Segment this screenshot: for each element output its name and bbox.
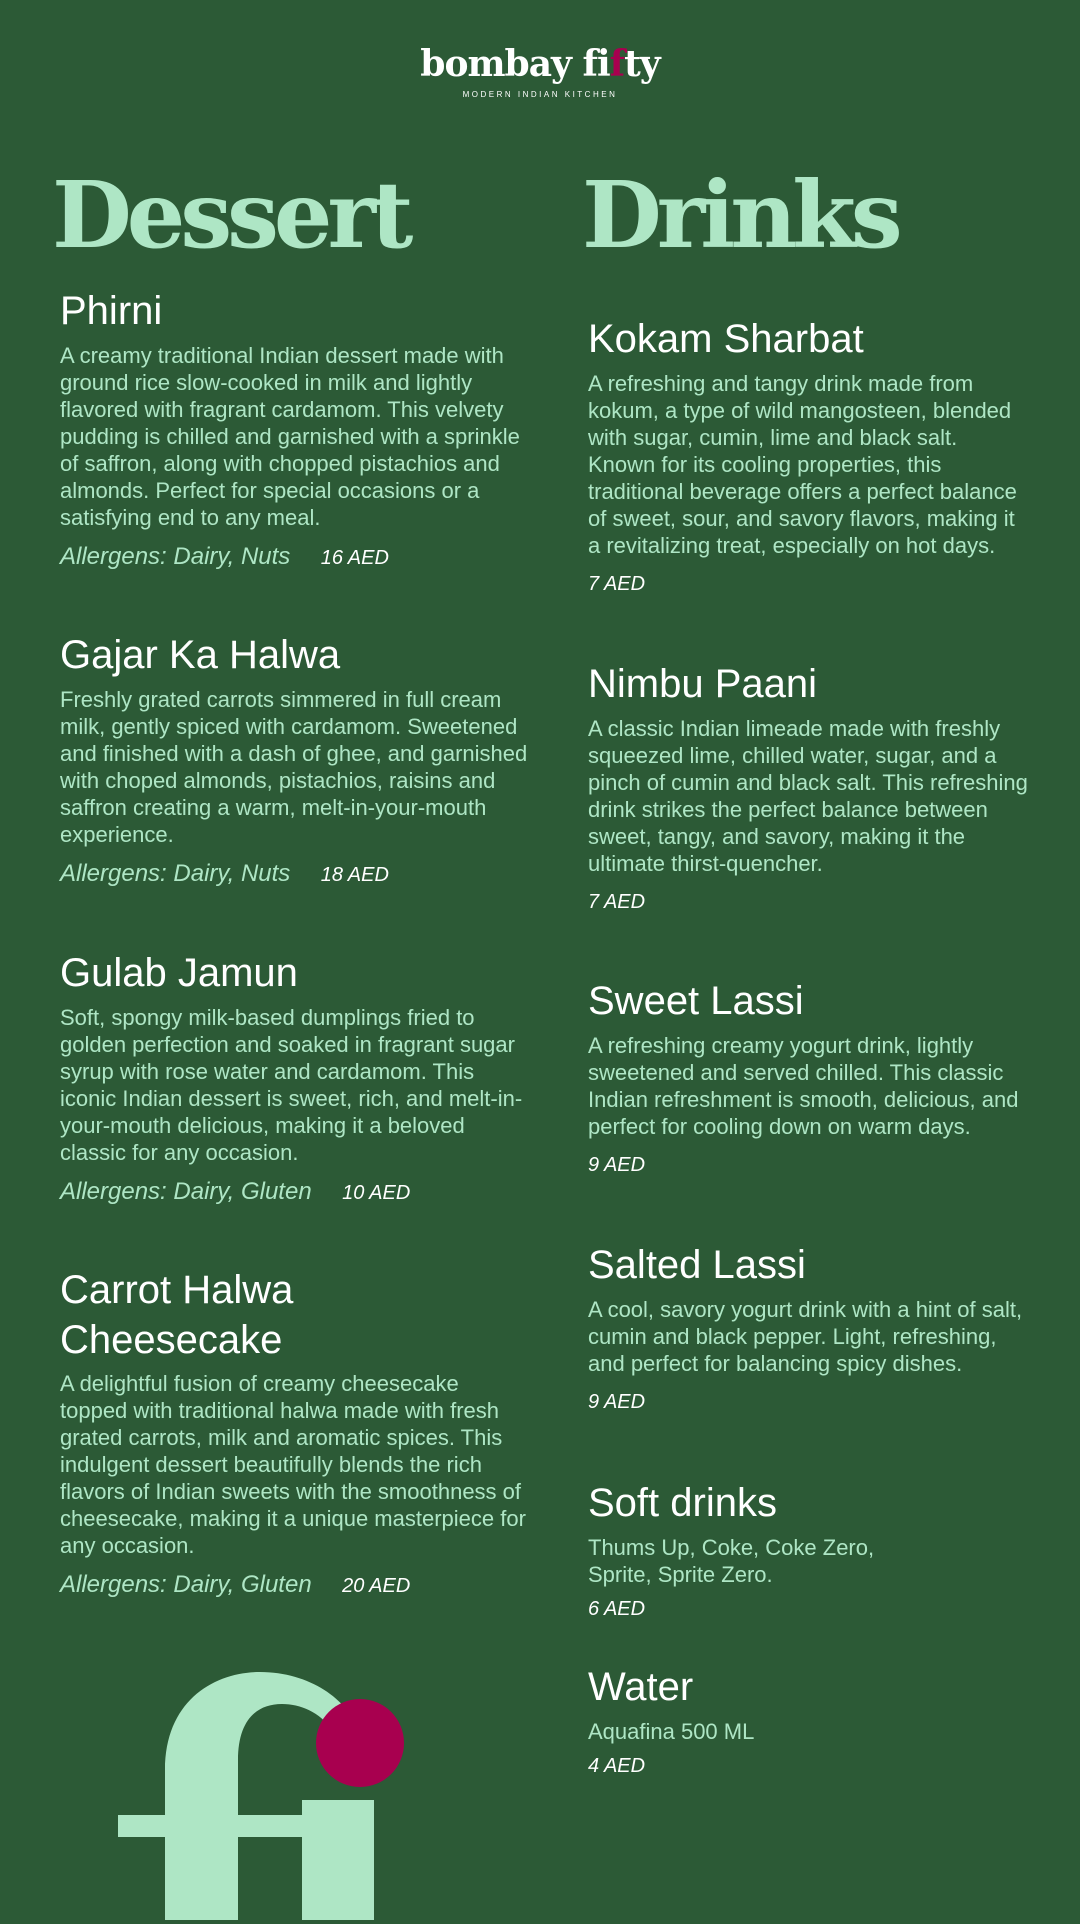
item-price: 7 AED <box>588 573 646 595</box>
menu-item-gulab-jamun <box>60 948 530 1206</box>
drinks-heading: Drinks <box>582 161 898 269</box>
item-name: Gulab Jamun <box>60 951 298 995</box>
dessert-heading: Dessert <box>52 161 409 269</box>
item-name: Nimbu Paani <box>588 662 818 706</box>
item-price: 10 AED <box>342 1182 411 1204</box>
item-meta <box>60 1571 530 1599</box>
brand-name-accent: f <box>609 43 625 85</box>
menu-item-sweet-lassi <box>588 976 1028 1177</box>
brand-logo <box>0 42 1080 99</box>
item-price: 6 AED <box>588 1598 646 1620</box>
item-description: A classic Indian limeade made with freshly squeezed lime, chilled water, sugar, and a pinch of cumin and black salt. This refreshing drink strikes the perfect balance between sweet, tangy, and savory, making it the ultimate thirst-quencher. <box>588 716 1028 876</box>
item-description: A refreshing and tangy drink made from kokum, a type of wild mangosteen, blended with sugar, cumin, lime and black salt. Known for its cooling properties, this traditional beverage offers a perfect balance of sweet, sour, and savory flavors, making it a revitalizing treat, especially on hot days. <box>588 371 1017 558</box>
item-name: Phirni <box>60 289 163 333</box>
item-description: Aquafina 500 ML <box>588 1719 755 1744</box>
menu-item-phirni <box>60 286 530 571</box>
item-allergens: Allergens: Dairy, Nuts <box>60 860 291 887</box>
item-price: 16 AED <box>320 547 389 569</box>
menu-item-gajar-ka-halwa <box>60 630 530 888</box>
item-price: 4 AED <box>588 1755 646 1777</box>
item-name: Sweet Lassi <box>588 979 804 1023</box>
menu-item-water <box>588 1662 1028 1778</box>
menu-item-nimbu-paani <box>588 659 1028 914</box>
item-price: 9 AED <box>588 1391 646 1413</box>
menu-item-carrot-halwa-cheesecake-details <box>60 1370 530 1599</box>
item-name: Gajar Ka Halwa <box>60 633 341 677</box>
item-price: 7 AED <box>588 891 646 913</box>
item-meta <box>60 860 530 888</box>
item-description: A cool, savory yogurt drink with a hint of salt, cumin and black pepper. Light, refreshing, and perfect for balancing spicy dishes. <box>588 1297 1023 1376</box>
item-price: 20 AED <box>342 1575 411 1597</box>
item-name: Kokam Sharbat <box>588 317 864 361</box>
menu-item-soft-drinks <box>588 1478 918 1621</box>
menu-item-kokam-sharbat <box>588 314 1028 596</box>
brand-tagline: MODERN INDIAN KITCHEN <box>462 90 618 99</box>
item-description: A delightful fusion of creamy cheesecake topped with traditional halwa made with fresh grated carrots, milk and aromatic spices. This indulgent dessert beautifully blends the rich flavors of Indian sweets with the smoothness of cheesecake, making it a unique masterpiece for any occasion. <box>60 1371 526 1558</box>
menu-item-salted-lassi <box>588 1240 1028 1414</box>
item-name: Salted Lassi <box>588 1243 806 1287</box>
item-description: A refreshing creamy yogurt drink, lightly sweetened and served chilled. This classic Indian refreshment is smooth, delicious, and perfect for cooling down on warm days. <box>588 1033 1019 1139</box>
brand-name: bombay fifty <box>420 43 660 85</box>
item-allergens: Allergens: Dairy, Nuts <box>60 543 291 570</box>
item-description: Soft, spongy milk-based dumplings fried to golden perfection and soaked in fragrant sugar syrup with rose water and cardamom. This iconic Indian dessert is sweet, rich, and melt-in-your-mouth delicious, making it a beloved classic for any occasion. <box>60 1005 523 1165</box>
item-name: Water <box>588 1665 694 1709</box>
item-meta <box>60 543 530 571</box>
item-description: Thums Up, Coke, Coke Zero, Sprite, Sprite Zero. <box>588 1535 875 1587</box>
item-allergens: Allergens: Dairy, Gluten <box>60 1178 312 1205</box>
item-meta <box>60 1178 530 1206</box>
menu-item-carrot-halwa-cheesecake <box>60 1265 360 1371</box>
fi-logo-icon <box>110 1660 430 1924</box>
item-name: Carrot Halwa Cheesecake <box>60 1268 294 1362</box>
item-price: 9 AED <box>588 1154 646 1176</box>
item-price: 18 AED <box>320 864 389 886</box>
item-description: Freshly grated carrots simmered in full cream milk, gently spiced with cardamom. Sweetened and finished with a dash of ghee, and garnished with choped almonds, pistachios, raisins and saffron creating a warm, melt-in-your-mouth experience. <box>60 687 528 847</box>
item-name: Soft drinks <box>588 1481 777 1525</box>
item-allergens: Allergens: Dairy, Gluten <box>60 1571 312 1598</box>
item-description: A creamy traditional Indian dessert made with ground rice slow-cooked in milk and lightly flavored with fragrant cardamom. This velvety pudding is chilled and garnished with a sprinkle of saffron, along with chopped pistachios and almonds. Perfect for special occasions or a satisfying end to any meal. <box>60 343 520 530</box>
